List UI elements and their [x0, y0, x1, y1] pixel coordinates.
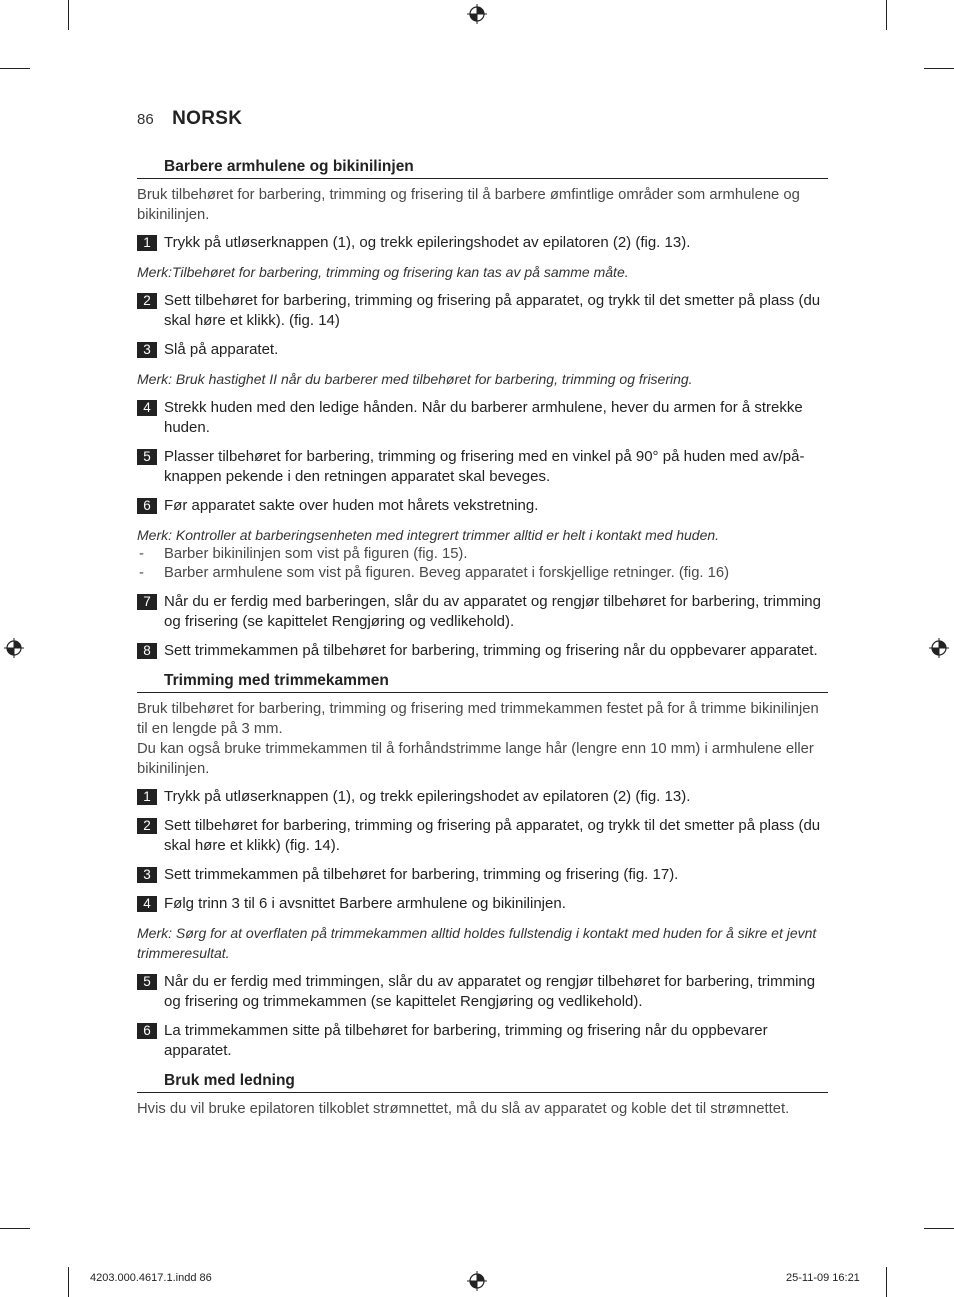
crop-mark [68, 0, 69, 30]
step-number-badge: 1 [137, 235, 157, 251]
registration-mark-icon [467, 4, 487, 24]
bullet-item [137, 545, 828, 564]
note-text: Merk: Bruk hastighet II når du barberer med tilbehøret for barbering, trimming og frisering. [137, 371, 693, 387]
section [137, 670, 828, 1061]
bullet-dash: - [139, 565, 144, 581]
step-text: Plasser tilbehøret for barbering, trimming og frisering med en vinkel på 90° på huden med av/på-knappen pekende i den retningen apparatet skal beveges. [164, 448, 805, 485]
section-heading: Barbere armhulene og bikinilinjen [137, 156, 828, 179]
step-text: Følg trinn 3 til 6 i avsnittet Barbere armhulene og bikinilinjen. [164, 895, 566, 912]
crop-mark [68, 1267, 69, 1297]
step-text: Trykk på utløserknappen (1), og trekk epileringshodet av epilatoren (2) (fig. 13). [164, 234, 691, 251]
step-number-badge: 3 [137, 342, 157, 358]
step-item [137, 291, 828, 331]
intro-paragraph: Bruk tilbehøret for barbering, trimming og frisering med trimmekammen festet på for å trimme bikinilinjen til en lengde på 3 mm. [137, 701, 819, 737]
section [137, 1070, 828, 1119]
step-item [137, 447, 828, 487]
step-number-badge: 7 [137, 594, 157, 610]
step-number-badge: 4 [137, 896, 157, 912]
step-number-badge: 6 [137, 1023, 157, 1039]
step-number-badge: 3 [137, 867, 157, 883]
note-text: Merk: Kontroller at barberingsenheten med integrert trimmer alltid er helt i kontakt med huden. [137, 527, 720, 543]
step-item [137, 641, 828, 661]
step-number-badge: 8 [137, 643, 157, 659]
step-item [137, 398, 828, 438]
step-item [137, 340, 828, 360]
section [137, 156, 828, 661]
bullet-item [137, 564, 828, 583]
registration-mark-icon [4, 638, 24, 658]
step-item [137, 592, 828, 632]
step-number-badge: 4 [137, 400, 157, 416]
step-number-badge: 2 [137, 818, 157, 834]
crop-mark [886, 1267, 887, 1297]
step-item [137, 972, 828, 1012]
step-text: Før apparatet sakte over huden mot hårets vekstretning. [164, 497, 539, 514]
step-item [137, 816, 828, 856]
bullet-list [137, 545, 828, 583]
step-number-badge: 5 [137, 974, 157, 990]
language-title: NORSK [172, 108, 243, 129]
step-item [137, 894, 828, 914]
step-number-badge: 2 [137, 293, 157, 309]
bullet-text: Barber bikinilinjen som vist på figuren (fig. 15). [164, 546, 468, 562]
step-number-badge: 6 [137, 498, 157, 514]
note-text: Merk: Sørg for at overflaten på trimmekammen alltid holdes fullstendig i kontakt med huden for å sikre et jevnt trimmeresultat. [137, 925, 817, 961]
crop-mark [0, 1228, 30, 1229]
step-item [137, 1021, 828, 1061]
crop-mark [0, 68, 30, 69]
step-item [137, 787, 828, 807]
step-text: Strekk huden med den ledige hånden. Når du barberer armhulene, hever du armen for å strekke huden. [164, 399, 803, 436]
registration-mark-icon [929, 638, 949, 658]
footer-file-name: 4203.000.4617.1.indd 86 [90, 1272, 212, 1284]
crop-mark [924, 68, 954, 69]
step-text: Sett trimmekammen på tilbehøret for barbering, trimming og frisering når du oppbevarer apparatet. [164, 642, 818, 659]
note-text: Merk:Tilbehøret for barbering, trimming og frisering kan tas av på samme måte. [137, 264, 629, 280]
bullet-dash: - [139, 546, 144, 562]
step-text: Når du er ferdig med trimmingen, slår du av apparatet og rengjør tilbehøret for barbering, trimming og frisering og trimmekammen (se kapittelet Rengjøring og vedlikehold). [164, 973, 816, 1010]
footer-date: 25-11-09 16:21 [786, 1272, 860, 1284]
step-text: Sett tilbehøret for barbering, trimming og frisering på apparatet, og trykk til det smetter på plass (du skal høre et klikk) (fig. 14). [164, 817, 821, 854]
step-text: Slå på apparatet. [164, 341, 279, 358]
step-number-badge: 5 [137, 449, 157, 465]
page-header [137, 108, 242, 130]
intro-paragraph: Hvis du vil bruke epilatoren tilkoblet strømnettet, må du slå av apparatet og koble det til strømnettet. [137, 1101, 790, 1117]
step-item [137, 496, 828, 516]
crop-mark [924, 1228, 954, 1229]
step-text: La trimmekammen sitte på tilbehøret for barbering, trimming og frisering når du oppbevarer apparatet. [164, 1022, 768, 1059]
registration-mark-icon [467, 1271, 487, 1291]
section-heading: Bruk med ledning [137, 1070, 828, 1093]
step-text: Sett tilbehøret for barbering, trimming og frisering på apparatet, og trykk til det smetter på plass (du skal høre et klikk). (fig. 14) [164, 292, 821, 329]
crop-mark [886, 0, 887, 30]
step-text: Sett trimmekammen på tilbehøret for barbering, trimming og frisering (fig. 17). [164, 866, 679, 883]
step-item [137, 865, 828, 885]
step-text: Trykk på utløserknappen (1), og trekk epileringshodet av epilatoren (2) (fig. 13). [164, 788, 691, 805]
intro-paragraph: Bruk tilbehøret for barbering, trimming og frisering til å barbere ømfintlige områder som armhulene og bikinilinjen. [137, 187, 800, 223]
page-content [137, 156, 828, 1127]
section-heading: Trimming med trimmekammen [137, 670, 828, 693]
step-item [137, 233, 828, 253]
intro-paragraph: Du kan også bruke trimmekammen til å forhåndstrimme lange hår (lengre enn 10 mm) i armhulene eller bikinilinjen. [137, 741, 814, 777]
page-number: 86 [137, 111, 154, 128]
bullet-text: Barber armhulene som vist på figuren. Beveg apparatet i forskjellige retninger. (fig. 16) [164, 565, 730, 581]
step-number-badge: 1 [137, 789, 157, 805]
step-text: Når du er ferdig med barberingen, slår du av apparatet og rengjør tilbehøret for barbering, trimming og frisering (se kapittelet Rengjøring og vedlikehold). [164, 593, 821, 630]
